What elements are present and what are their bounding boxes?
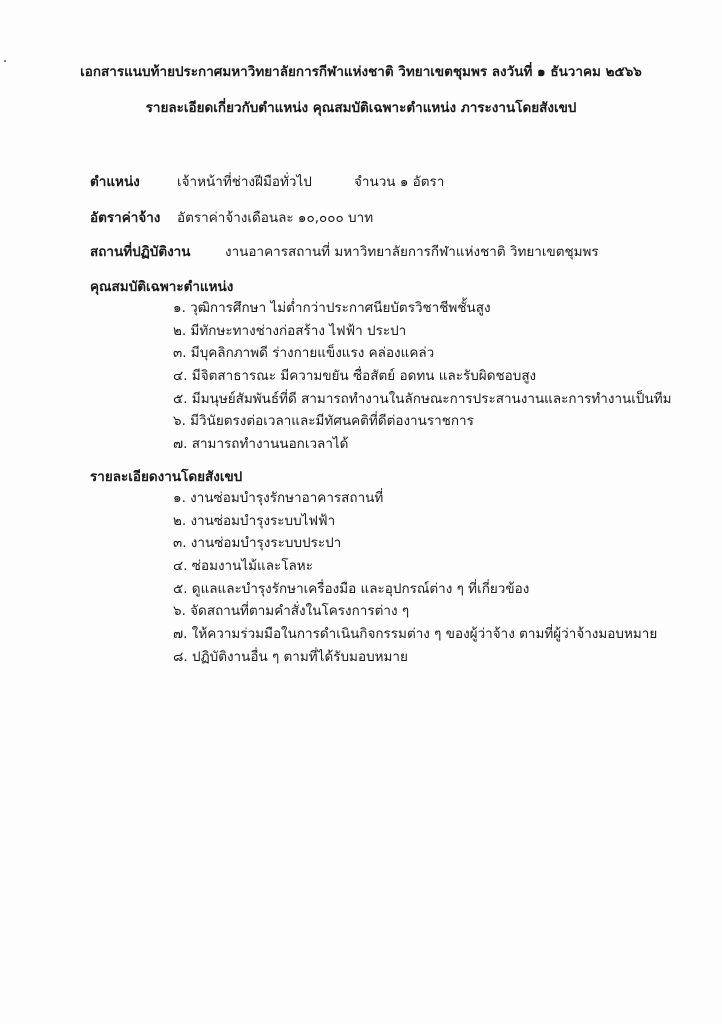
qualification-item: ๑. วุฒิการศึกษา ไม่ต่ำกว่าประกาศนียบัตรวิชาชีพชั้นสูง bbox=[173, 300, 491, 316]
qualification-item: ๔. มีจิตสาธารณะ มีความขยัน ซื่อสัตย์ อดทน และรับผิดชอบสูง bbox=[173, 368, 537, 385]
qualifications-list bbox=[173, 297, 672, 456]
position-value: เจ้าหน้าที่ช่างฝีมือทั่วไป bbox=[177, 174, 312, 190]
workplace-label: สถานที่ปฏิบัติงาน bbox=[90, 244, 191, 260]
duty-item: ๘. ปฏิบัติงานอื่น ๆ ตามที่ได้รับมอบหมาย bbox=[173, 648, 408, 665]
qualification-item: ๒. มีทักษะทางช่างก่อสร้าง ไฟฟ้า ประปา bbox=[173, 322, 407, 339]
qualification-item: ๓. มีบุคลิกภาพดี ร่างกายแข็งแรง คล่องแคล่ว bbox=[173, 345, 435, 362]
duty-item: ๗. ให้ความร่วมมือในการดำเนินกิจกรรมต่าง ๆ ของผู้ว่าจ้าง ตามที่ผู้ว่าจ้างมอบหมาย bbox=[173, 626, 658, 643]
salary-value: อัตราค่าจ้างเดือนละ ๑๐,๐๐๐ บาท bbox=[177, 210, 374, 226]
duties-heading: รายละเอียดงานโดยสังเขป bbox=[90, 469, 243, 485]
duty-item: ๕. ดูแลและบำรุงรักษาเครื่องมือ และอุปกรณ์ต่าง ๆ ที่เกี่ยวข้อง bbox=[173, 580, 530, 597]
position-count: จำนวน ๑ อัตรา bbox=[354, 174, 445, 190]
header-line-1: เอกสารแนบท้ายประกาศมหาวิทยาลัยการกีฬาแห่งชาติ วิทยาเขตชุมพร ลงวันที่ ๑ ธันวาคม ๒๕๖๖ bbox=[80, 64, 642, 80]
qualifications-heading: คุณสมบัติเฉพาะตำแหน่ง bbox=[90, 279, 234, 295]
duty-item: ๑. งานซ่อมบำรุงรักษาอาคารสถานที่ bbox=[173, 490, 384, 506]
salary-label: อัตราค่าจ้าง bbox=[90, 210, 161, 226]
workplace-value: งานอาคารสถานที่ มหาวิทยาลัยการกีฬาแห่งชาติ วิทยาเขตชุมพร bbox=[225, 244, 599, 260]
qualification-item: ๗. สามารถทำงานนอกเวลาได้ bbox=[173, 436, 349, 453]
position-label: ตำแหน่ง bbox=[90, 174, 140, 190]
duty-item: ๓. งานซ่อมบำรุงระบบประปา bbox=[173, 535, 342, 552]
header-line-2: รายละเอียดเกี่ยวกับตำแหน่ง คุณสมบัติเฉพาะตำแหน่ง ภาระงานโดยสังเขป bbox=[145, 100, 577, 116]
duty-item: ๒. งานซ่อมบำรุงระบบไฟฟ้า bbox=[173, 512, 336, 529]
duty-item: ๖. จัดสถานที่ตามคำสั่งในโครงการต่าง ๆ bbox=[173, 603, 410, 620]
qualification-item: ๕. มีมนุษย์สัมพันธ์ที่ดี สามารถทำงานในลักษณะการประสานงานและการทำงานเป็นทีม bbox=[173, 390, 672, 407]
qualification-item: ๖. มีวินัยตรงต่อเวลาและมีทัศนคติที่ดีต่องานราชการ bbox=[173, 413, 474, 430]
duty-item: ๔. ซ่อมงานไม้และโลหะ bbox=[173, 558, 313, 575]
duties-list bbox=[173, 487, 657, 669]
